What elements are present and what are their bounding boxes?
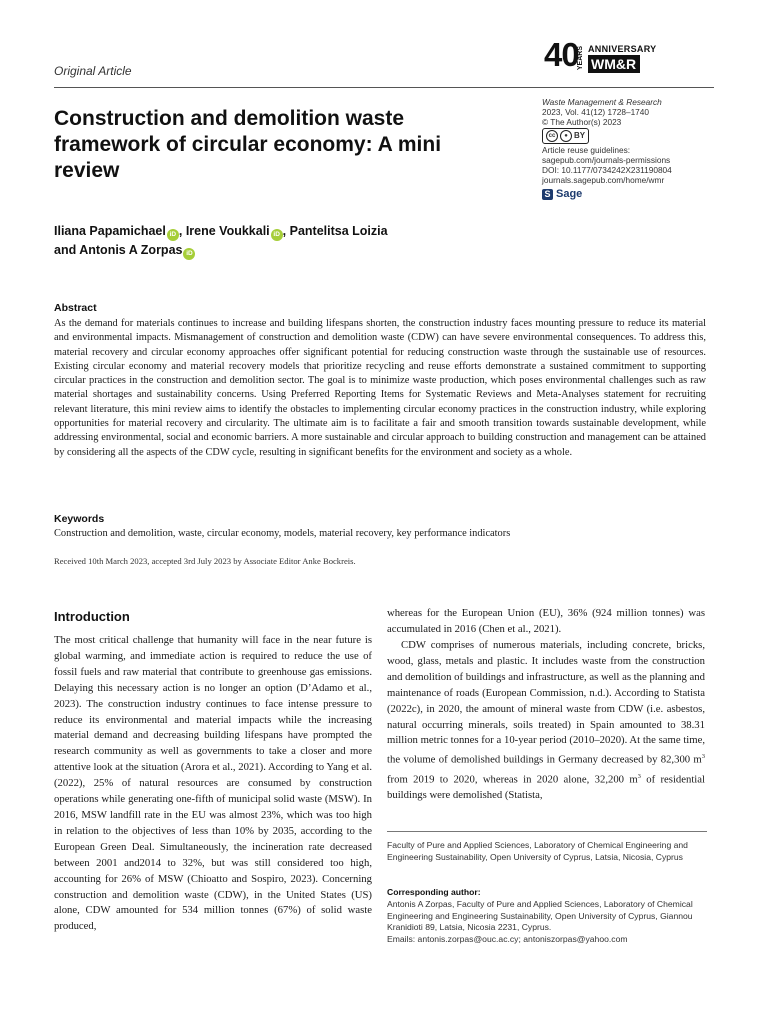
logo-years: YEARS xyxy=(577,46,584,71)
publisher-logo xyxy=(542,189,732,200)
cc-icon: cc xyxy=(546,130,558,142)
sage-icon: S xyxy=(542,189,553,200)
corresponding-author-details xyxy=(387,899,709,946)
abstract-heading: Abstract xyxy=(54,302,97,314)
abstract-text: As the demand for materials continues to increase and building lifespans shorten, the construction industry faces mounting pressure to reduce its material and environmental impacts. Mismanagement of construction and demolition waste (CDW) can have severe environmental consequences. To address this, material recovery and circular economy approaches offer significant potential for reducing construction waste through the sustainable use of resources. Existing circular economy and material recovery models that prioritize recycling and reuse efforts demonstrate a sustained commitment to supporting circular practices in the construction and demolition sector. The goal is to minimize waste production, which poses environmental challenges such as raw material shortages and sustainability concerns. Using Preferred Reporting Items for Systematic Reviews and Meta-Analyses statement for recruiting relevant literature, this mini review aims to identify the obstacles to implementing circular economy practices in the construction industry, while exploring opportunities for material recovery and circularity. The ultimate aim is to facilitate a fair and smooth transition towards sustainable development, while addressing environmental, social and economic barriers. A more sustainable and circular approach to building construction and management can be attained by considering all the aspects of the CDW cycle, resulting in significant benefits for the environment and society as a whole. xyxy=(54,318,706,458)
corresponding-author-heading: Corresponding author: xyxy=(387,887,481,897)
introduction-right-paragraph-1: whereas for the European Union (EU), 36% (924 million tonnes) was accumulated in 2016 (Chen et al., 2021). xyxy=(387,607,705,635)
author-name[interactable]: Irene Voukkali xyxy=(185,224,270,238)
volume-info: 2023, Vol. 41(12) 1728–1740 xyxy=(542,107,650,117)
journal-anniversary-logo xyxy=(544,36,657,74)
reuse-guidelines-label: Article reuse guidelines: xyxy=(542,145,631,155)
logo-brand: WM&R xyxy=(588,55,640,73)
author-name[interactable]: Pantelitsa Loizia xyxy=(289,224,388,238)
article-title: Construction and demolition waste framework of circular economy: A mini review xyxy=(54,107,442,182)
author-name[interactable]: Antonis A Zorpas xyxy=(79,243,183,257)
received-dates: Received 10th March 2023, accepted 3rd July 2023 by Associate Editor Anke Bockreis. xyxy=(54,556,356,566)
footnote-divider xyxy=(387,831,707,832)
corresponding-author-address: Antonis A Zorpas, Faculty of Pure and Applied Sciences, Laboratory of Chemical Engineering and Engineering Sustainability, Open University of Cyprus, Giannou Kranidioti 89, Latsia, Nicosia 2231, Cyprus. xyxy=(387,899,693,933)
journal-link[interactable]: journals.sagepub.com/home/wmr xyxy=(542,175,665,185)
author-conjunction: and xyxy=(54,243,80,257)
journal-name: Waste Management & Research xyxy=(542,97,662,107)
paragraph-text: from 2019 to 2020, whereas in 2020 alone, 32,200 m xyxy=(387,773,638,786)
cc-label: BY xyxy=(574,131,586,140)
person-icon: ● xyxy=(560,130,572,142)
logo-anniversary: ANNIVERSARY xyxy=(588,44,657,54)
introduction-heading: Introduction xyxy=(54,609,130,624)
keywords-text: Construction and demolition, waste, circular economy, models, material recovery, key performance indicators xyxy=(54,528,511,539)
author-name[interactable]: Iliana Papamichael xyxy=(54,224,166,238)
publisher-name: Sage xyxy=(556,188,583,200)
author-list: Iliana Papamichael iD , Irene Voukkali iD , Pantelitsa Loizia and Antonis A Zorpas iD xyxy=(54,222,524,260)
orcid-icon[interactable]: iD xyxy=(183,248,195,260)
article-type-label: Original Article xyxy=(54,64,132,78)
superscript: 3 xyxy=(701,753,705,761)
introduction-right-paragraph-2 xyxy=(387,638,705,804)
orcid-icon[interactable]: iD xyxy=(167,229,179,241)
introduction-left-column: The most critical challenge that humanity will face in the near future is global warming, and immediate action is required to reduce the use of fossil fuels and raw material that contribute to greenhouse gas emissions. Delaying this necessary action is no longer an option (D’Adamo et al., 2023). The construction industry continues to face intense pressure to reduce its environmental and material impacts while the increasing material demand and decreasing building lifespans have prompted the research community as well as governments to take a closer and more attentive look at the situation (Arora et al., 2021). According to Yang et al. (2022), 25% of natural resources are consumed by construction operations while generating one-fifth of municipal solid waste (MSW). In 2016, MSW landfill rate in the EU was almost 23%, which was too high in relation to the objectives of less than 10% by 2035, according to the European Green Deal. Simultaneously, the incineration rate decreased between 2001 and2014 to 32%, but was still considered too high, accounting for 26% of MSW (Chioatto and Sospiro, 2023). Concerning construction and demolition waste (CDW), in the United States (US) alone, CDW amounted for 534 million tonnes (67%) of solid waste produced, xyxy=(54,634,372,933)
logo-number: 40 xyxy=(544,36,579,73)
paragraph-text: of residential buildings were demolished (Statista, xyxy=(387,773,705,802)
keywords-heading: Keywords xyxy=(54,513,105,525)
superscript: 3 xyxy=(637,772,641,780)
copyright: © The Author(s) 2023 xyxy=(542,117,622,127)
orcid-icon[interactable]: iD xyxy=(271,229,283,241)
doi-link[interactable]: DOI: 10.1177/0734242X231190804 xyxy=(542,165,672,175)
publication-metadata xyxy=(542,97,732,200)
paragraph-text: CDW comprises of numerous materials, including concrete, bricks, wood, glass, metals and plastic. It includes waste from the construction and demolition of buildings and infrastructure, as well as the planning and maintenance of roads (European Commission, n.d.). According to Statista (2022c), in 2020, the amount of mineral waste from CDW (i.e. asbestos, natural occurring minerals, soils treated) in Spain amounted to 38.31 million metric tonnes for a 10-year period (2010–2020). At the same time, the volume of demolished buildings in Germany decreased by 82,300 m xyxy=(387,639,705,766)
reuse-link[interactable]: sagepub.com/journals-permissions xyxy=(542,155,671,165)
author-affiliation: Faculty of Pure and Applied Sciences, Laboratory of Chemical Engineering and Engineering Sustainability, Open University of Cyprus, Latsia, Nicosia, Cyprus xyxy=(387,840,688,862)
header-divider xyxy=(54,87,714,88)
corresponding-author-emails[interactable]: Emails: antonis.zorpas@ouc.ac.cy; antoniszorpas@yahoo.com xyxy=(387,934,628,945)
creative-commons-badge[interactable] xyxy=(542,128,589,144)
